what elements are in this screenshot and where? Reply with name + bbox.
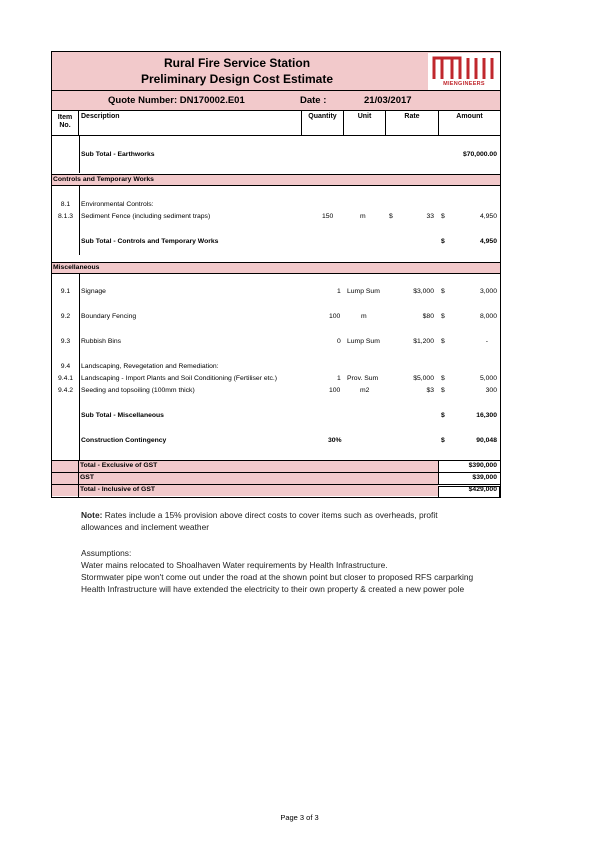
- item-quantity: 0: [337, 338, 341, 345]
- item-number: 9.2: [60, 313, 71, 320]
- item-rate: $5,000: [413, 375, 434, 382]
- quote-number: Quote Number: DN170002.E01: [108, 95, 245, 106]
- misc-subtotal-symbol: $: [441, 412, 445, 419]
- col-unit-label: Unit: [357, 113, 372, 120]
- col-amount-label: Amount: [456, 113, 483, 120]
- col-description-label: Description: [81, 113, 120, 120]
- col-quantity-label: Quantity: [308, 113, 337, 120]
- assumption-item: Stormwater pipe won't come out under the road at the shown point but closer to proposed RFS carparking: [81, 572, 474, 582]
- assumptions-title: Assumptions:: [81, 548, 132, 558]
- col-divider: [78, 473, 79, 484]
- total-excl-gst-amount: $390,000: [468, 462, 497, 469]
- col-description-header: [79, 111, 302, 135]
- item-description: Signage: [81, 288, 106, 295]
- item-rate: 33: [426, 213, 434, 220]
- earthworks-subtotal-amount: $70,000.00: [462, 151, 497, 158]
- total-incl-gst-row: [52, 484, 500, 498]
- total-cell-shade: [52, 473, 78, 484]
- item-quantity: 1: [337, 288, 341, 295]
- contingency-label: Construction Contingency: [81, 437, 167, 444]
- section-controls-header: [52, 174, 500, 186]
- contingency-amount: 90,048: [476, 437, 497, 444]
- misc-subtotal-label: Sub Total - Miscellaneous: [81, 412, 164, 419]
- page-number: Page 3 of 3: [280, 813, 319, 822]
- item-unit: Prov. Sum: [347, 375, 379, 382]
- col-item-header: [52, 111, 79, 135]
- item-amount-symbol: $: [441, 375, 445, 382]
- item-number: 9.4.1: [57, 375, 74, 382]
- contingency-symbol: $: [441, 437, 445, 444]
- item-unit: m2: [360, 387, 370, 394]
- gst-amount: $39,000: [472, 474, 497, 481]
- item-number: 9.3: [60, 338, 71, 345]
- item-quantity: 100: [329, 313, 341, 320]
- date-label: Date :: [300, 95, 327, 106]
- title-line-1: Rural Fire Service Station: [163, 56, 311, 70]
- col-item-label: Item No.: [57, 114, 73, 129]
- item-quantity: 1: [337, 375, 341, 382]
- title-banner: [52, 52, 500, 91]
- item-number: 9.1: [60, 288, 71, 295]
- item-quantity: 100: [329, 387, 341, 394]
- item-description: Boundary Fencing: [81, 313, 137, 320]
- col-divider: [438, 461, 439, 472]
- item-amount: -: [485, 338, 488, 345]
- column-header-row: [52, 111, 500, 136]
- item-description: Rubbish Bins: [81, 338, 122, 345]
- cost-estimate-sheet: [51, 51, 501, 498]
- controls-subtotal-label: Sub Total - Controls and Temporary Works: [81, 238, 219, 245]
- item-unit: m: [361, 313, 367, 320]
- note-text-continued: allowances and inclement weather: [81, 522, 210, 532]
- col-rate-header: [386, 111, 439, 135]
- title-line-2: Preliminary Design Cost Estimate: [140, 72, 334, 86]
- item-rate: $1,200: [413, 338, 434, 345]
- logo-text: MIENGINEERS: [443, 81, 485, 87]
- item-number: 8.1.3: [57, 213, 74, 220]
- section-controls-title: Controls and Temporary Works: [53, 176, 154, 183]
- item-rate: $80: [422, 313, 434, 320]
- assumption-item: Water mains relocated to Shoalhaven Water requirements by Health Infrastructure.: [81, 560, 388, 570]
- total-excl-gst-label: Total - Exclusive of GST: [80, 462, 158, 469]
- misc-subtotal-amount: 16,300: [476, 412, 497, 419]
- total-cell-shade: [78, 473, 438, 484]
- item-description: Seeding and topsoiling (100mm thick): [81, 387, 195, 394]
- quote-bar: [52, 91, 500, 111]
- item-rate: $3,000: [413, 288, 434, 295]
- col-divider: [79, 273, 80, 466]
- item-description: Environmental Controls:: [81, 201, 154, 208]
- assumptions-block: [81, 547, 473, 595]
- item-unit: Lump Sum: [347, 338, 380, 345]
- item-description: Sediment Fence (including sediment traps): [81, 213, 211, 220]
- note-text: Rates include a 15% provision above direct costs to cover items such as overheads, profit: [102, 510, 438, 520]
- gst-label: GST: [80, 474, 94, 481]
- col-divider: [78, 485, 79, 498]
- assumption-item: Health Infrastructure will have extended the electricity to their own property & created a new power pole: [81, 584, 465, 594]
- item-amount: 4,950: [479, 213, 497, 220]
- item-description: Landscaping, Revegetation and Remediation:: [81, 363, 219, 370]
- item-number: 9.4: [60, 363, 71, 370]
- section-misc-header: [52, 262, 500, 274]
- col-divider: [78, 461, 79, 472]
- col-amount-header: [439, 111, 500, 135]
- col-divider: [438, 473, 439, 484]
- col-quantity-header: [302, 111, 344, 135]
- gst-row: [52, 472, 500, 484]
- section-misc-title: Miscellaneous: [53, 264, 100, 271]
- item-amount-symbol: $: [441, 338, 445, 345]
- col-rate-label: Rate: [404, 113, 420, 120]
- col-unit-header: [344, 111, 386, 135]
- item-amount-symbol: $: [441, 313, 445, 320]
- item-number: 9.4.2: [57, 387, 74, 394]
- item-amount: 8,000: [479, 313, 497, 320]
- total-cell-shade: [52, 485, 78, 496]
- contingency-percent: 30%: [328, 437, 342, 444]
- total-incl-gst-label: Total - Inclusive of GST: [80, 486, 156, 493]
- item-amount-symbol: $: [441, 288, 445, 295]
- total-incl-gst-amount: $429,000: [468, 486, 497, 493]
- item-amount-symbol: $: [441, 213, 445, 220]
- earthworks-subtotal-label: Sub Total - Earthworks: [81, 151, 155, 158]
- item-quantity: 150: [322, 213, 334, 220]
- item-number: 8.1: [60, 201, 71, 208]
- item-amount: 3,000: [479, 288, 497, 295]
- item-description: Landscaping - Import Plants and Soil Conditioning (Fertiliser etc.): [81, 375, 278, 382]
- item-rate: $3: [426, 387, 434, 394]
- col-divider: [438, 135, 439, 136]
- item-amount: 5,000: [479, 375, 497, 382]
- col-divider: [79, 185, 80, 255]
- note-label: Note:: [81, 510, 103, 520]
- item-unit: Lump Sum: [347, 288, 380, 295]
- total-cell-shade: [52, 461, 78, 472]
- item-amount: 300: [485, 387, 497, 394]
- note-paragraph: [81, 509, 438, 533]
- item-rate-symbol: $: [389, 213, 393, 220]
- item-amount-symbol: $: [441, 387, 445, 394]
- item-unit: m: [360, 213, 366, 220]
- controls-subtotal-symbol: $: [441, 238, 445, 245]
- date-value: 21/03/2017: [364, 95, 412, 106]
- company-logo: [428, 53, 500, 90]
- col-divider: [79, 135, 80, 173]
- controls-subtotal-amount: 4,950: [479, 238, 497, 245]
- total-excl-gst-row: [52, 460, 500, 472]
